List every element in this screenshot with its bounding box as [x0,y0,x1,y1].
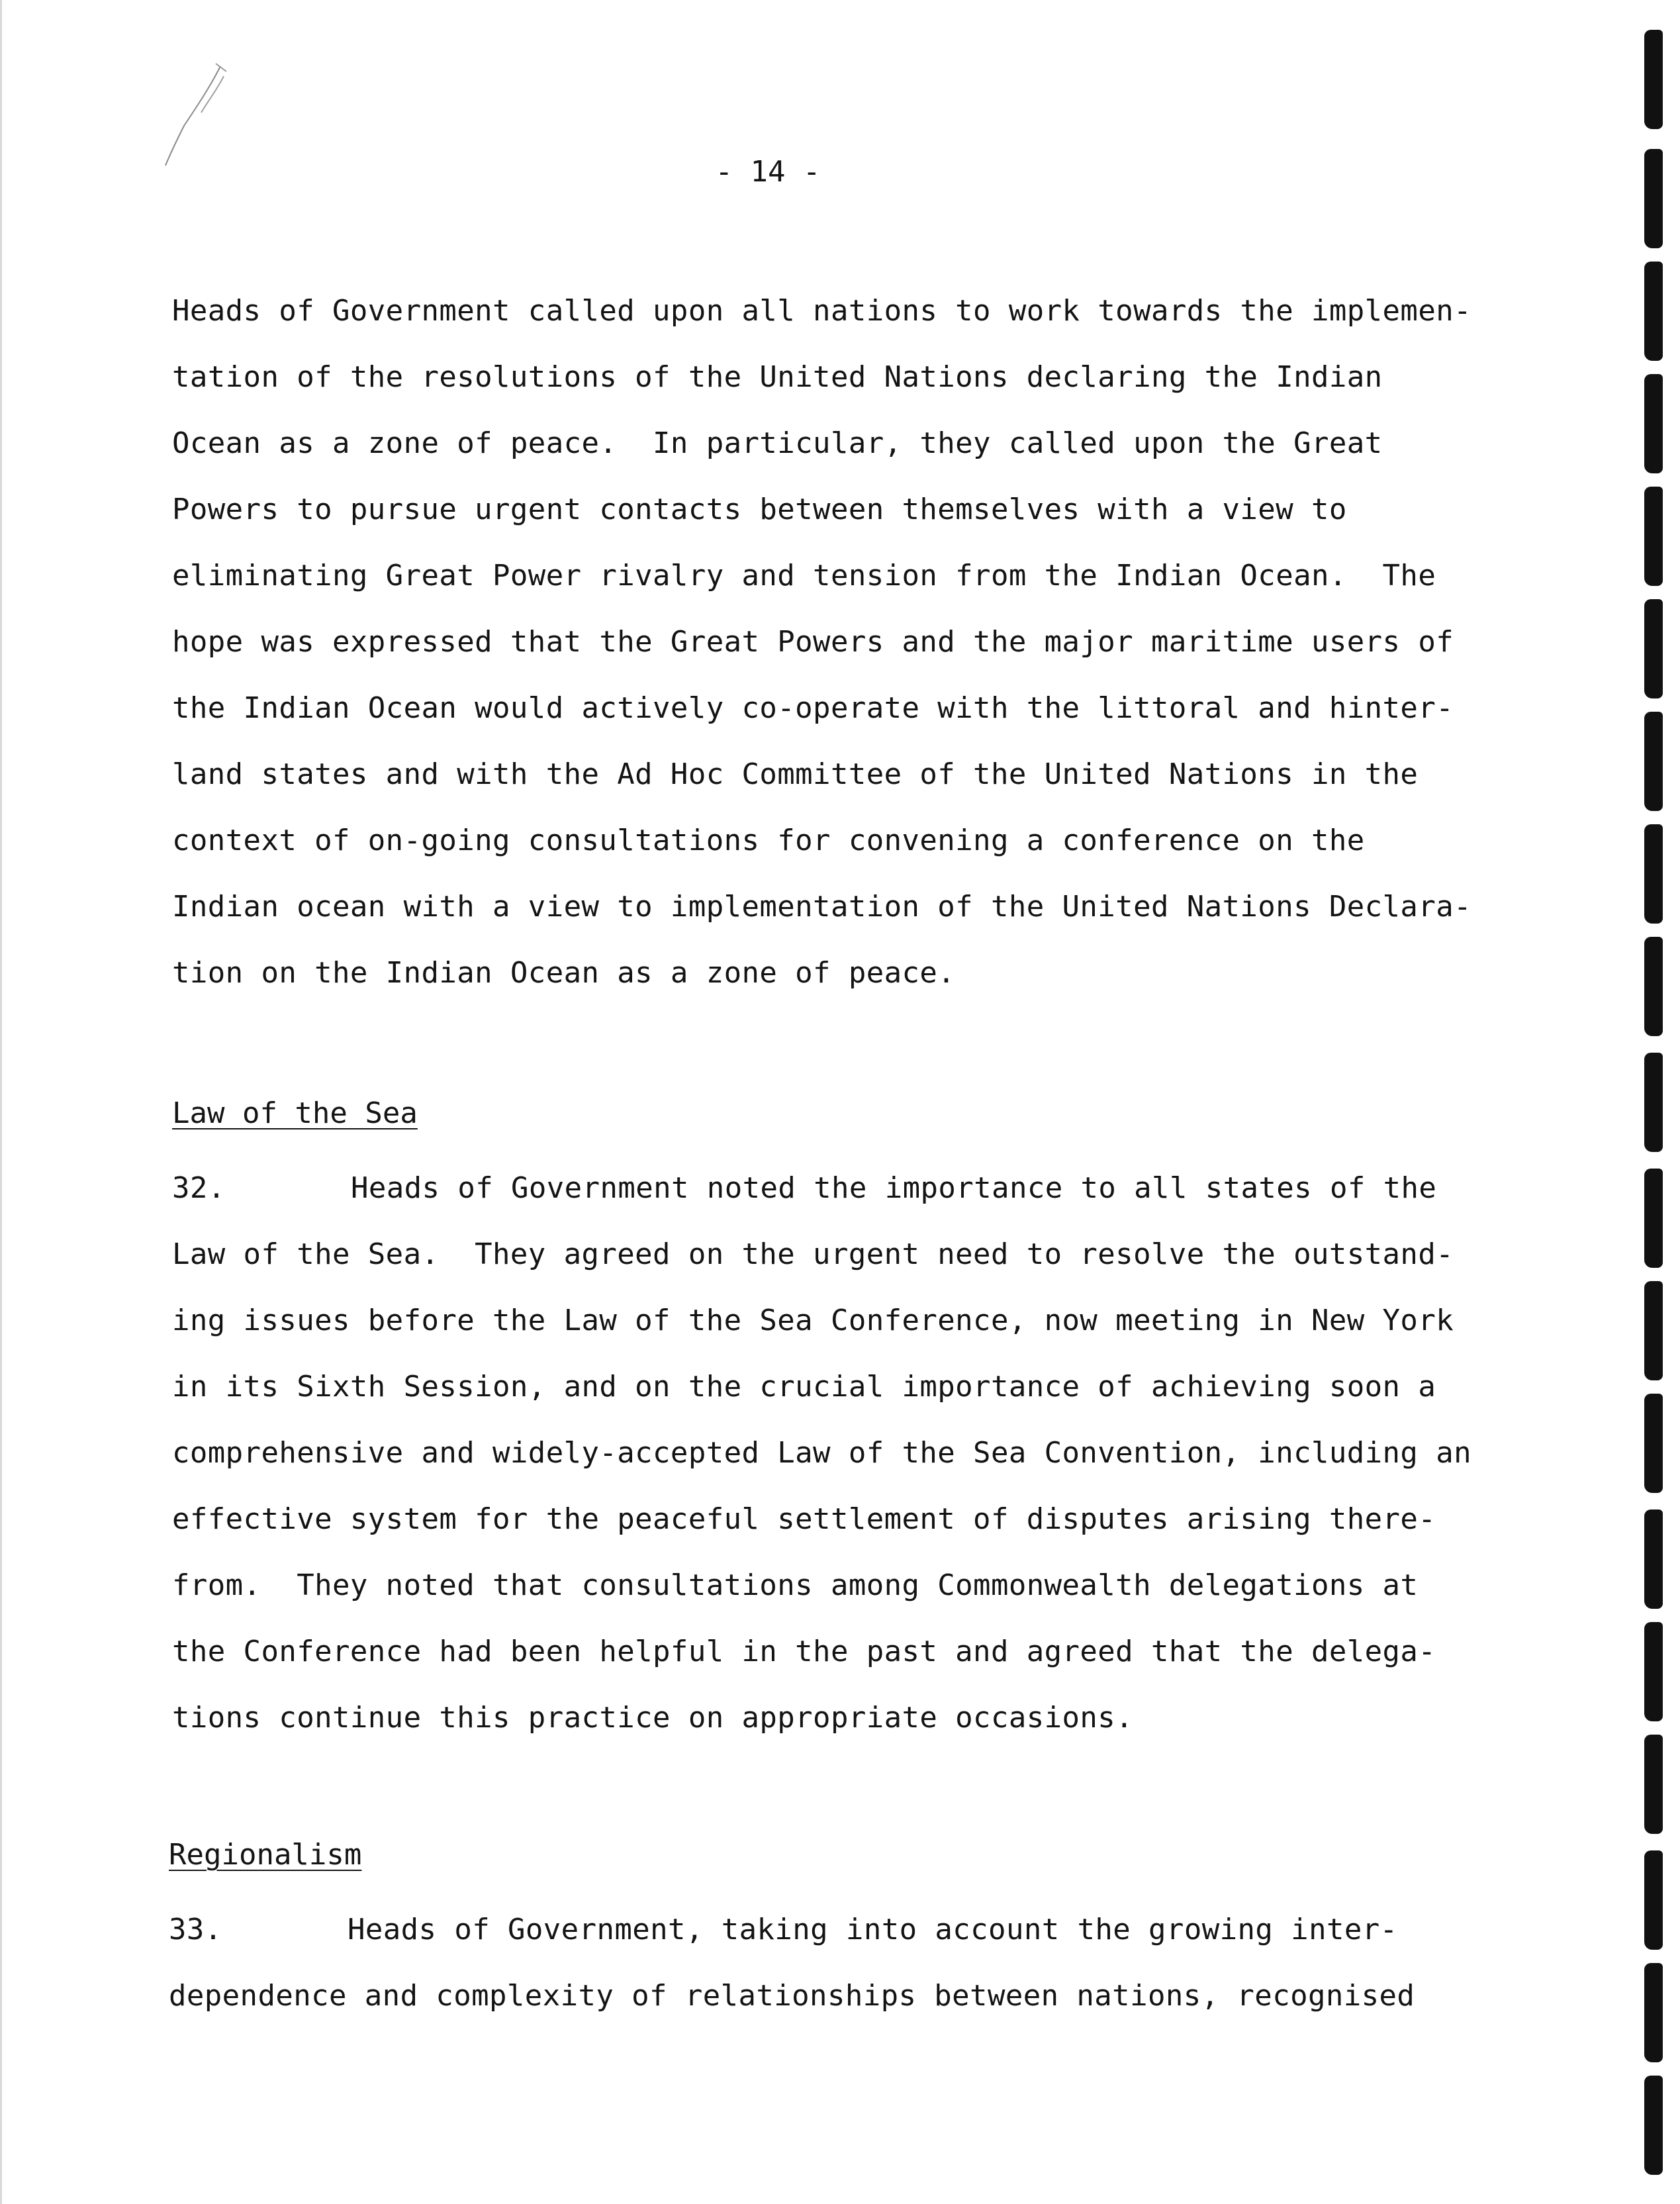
text-line: dependence and complexity of relationships between nations, recognised [169,1979,1415,2013]
paragraph-33 [169,1897,1426,2029]
perforation-mark [1644,30,1663,129]
text-line: Indian ocean with a view to implementation of the United Nations Declara- [172,890,1471,924]
perforation-mark [1644,149,1663,248]
perforation-mark [1644,1509,1663,1609]
text-line: tions continue this practice on appropriate occasions. [172,1701,1134,1735]
text-line: context of on-going consultations for convening a conference on the [172,824,1365,857]
paragraph-32 [172,1155,1471,1751]
paragraph-number: 33. [169,1913,222,1946]
text-line: Heads of Government called upon all nations to work towards the implemen- [172,294,1471,328]
perforation-mark [1644,1169,1663,1268]
text-line [172,1155,1437,1222]
perforation-mark [1644,1053,1663,1152]
text-line: hope was expressed that the Great Powers and the major maritime users of [172,625,1454,659]
pen-scribble-mark [158,60,230,172]
text-line: tation of the resolutions of the United Nations declaring the Indian [172,360,1383,394]
text-line-content: Heads of Government, taking into account the growing inter- [348,1913,1398,1946]
text-line: the Indian Ocean would actively co-operate with the littoral and hinter- [172,691,1454,725]
perforation-mark [1644,824,1663,924]
perforation-strip [1644,0,1668,2204]
perforation-mark [1644,262,1663,361]
text-line: ing issues before the Law of the Sea Conference, now meeting in New York [172,1304,1454,1337]
text-line: Powers to pursue urgent contacts between themselves with a view to [172,493,1347,526]
perforation-mark [1644,2076,1663,2175]
text-line: Law of the Sea. They agreed on the urgent need to resolve the outstand- [172,1237,1454,1271]
perforation-mark [1644,599,1663,698]
paragraph-31-continued [172,278,1471,1006]
perforation-mark [1644,1735,1663,1834]
text-line-content: Heads of Government noted the importance to all states of the [351,1171,1437,1205]
text-line: from. They noted that consultations among Commonwealth delegations at [172,1568,1419,1602]
text-line: eliminating Great Power rivalry and tension from the Indian Ocean. The [172,559,1436,593]
text-line: Ocean as a zone of peace. In particular, they called upon the Great [172,426,1383,460]
perforation-mark [1644,487,1663,586]
perforation-mark [1644,1281,1663,1380]
text-line: tion on the Indian Ocean as a zone of peace. [172,956,956,990]
perforation-mark [1644,1394,1663,1493]
perforation-mark [1644,1622,1663,1721]
section-heading-law-of-the-sea: Law of the Sea [172,1096,418,1130]
text-line: land states and with the Ad Hoc Committee of the United Nations in the [172,757,1419,791]
text-line [169,1897,1426,1963]
scan-left-edge [0,0,2,2204]
page-number: - 14 - [715,155,821,189]
perforation-mark [1644,712,1663,811]
section-heading-regionalism: Regionalism [169,1838,362,1872]
perforation-mark [1644,374,1663,473]
paragraph-number: 32. [172,1171,226,1205]
text-line: in its Sixth Session, and on the crucial importance of achieving soon a [172,1370,1436,1404]
perforation-mark [1644,937,1663,1036]
perforation-mark [1644,1963,1663,2062]
perforation-mark [1644,1850,1663,1950]
text-line: the Conference had been helpful in the past and agreed that the delega- [172,1635,1436,1668]
text-line: comprehensive and widely-accepted Law of the Sea Convention, including an [172,1436,1471,1470]
text-line: effective system for the peaceful settlement of disputes arising there- [172,1502,1436,1536]
